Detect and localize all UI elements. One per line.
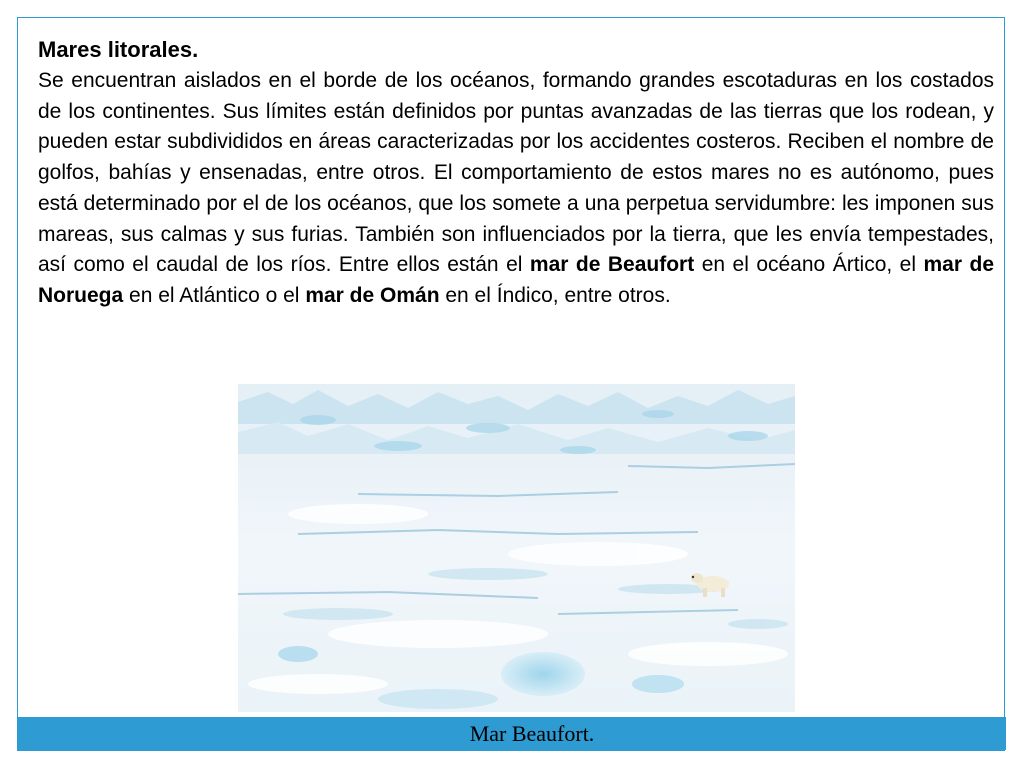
bold-term-oman: mar de Omán (305, 283, 440, 307)
photo-caption: Mar Beaufort. (469, 721, 595, 746)
beaufort-sea-photo (238, 384, 795, 712)
sea-ice-image (238, 384, 795, 712)
text-block (38, 33, 994, 312)
bold-term-beaufort: mar de Beaufort (529, 253, 695, 277)
paragraph-text-2: en el océano Ártico, el (694, 253, 924, 277)
bold-term-noruega: mar de Noruega (38, 253, 994, 307)
paragraph-text-1: Se encuentran aislados en el borde de los océanos, formando grandes escotaduras en los costados de los continentes. Sus límites están definidos por puntas avanzadas de las tierras que los rodean, y pueden estar subdivididos en áreas caracterizadas por los accidentes costeros. Reciben el nombre de golfos, bahías y ensenadas, entre otros. El comportamiento de estos mares no es autónomo, pues está determinado por el de los océanos, que los somete a una perpetua servidumbre: les imponen sus mareas, sus calmas y sus furias. También son influenciados por la tierra, que les envía tempestades, así como el caudal de los ríos. Entre ellos están el (38, 69, 994, 277)
paragraph-text-4: en el Índico, entre otros. (439, 283, 671, 307)
caption-bar (18, 717, 1006, 750)
body-paragraph (38, 66, 994, 312)
slide-heading: Mares litorales. (38, 37, 199, 62)
paragraph-text-3: en el Atlántico o el (123, 283, 306, 307)
